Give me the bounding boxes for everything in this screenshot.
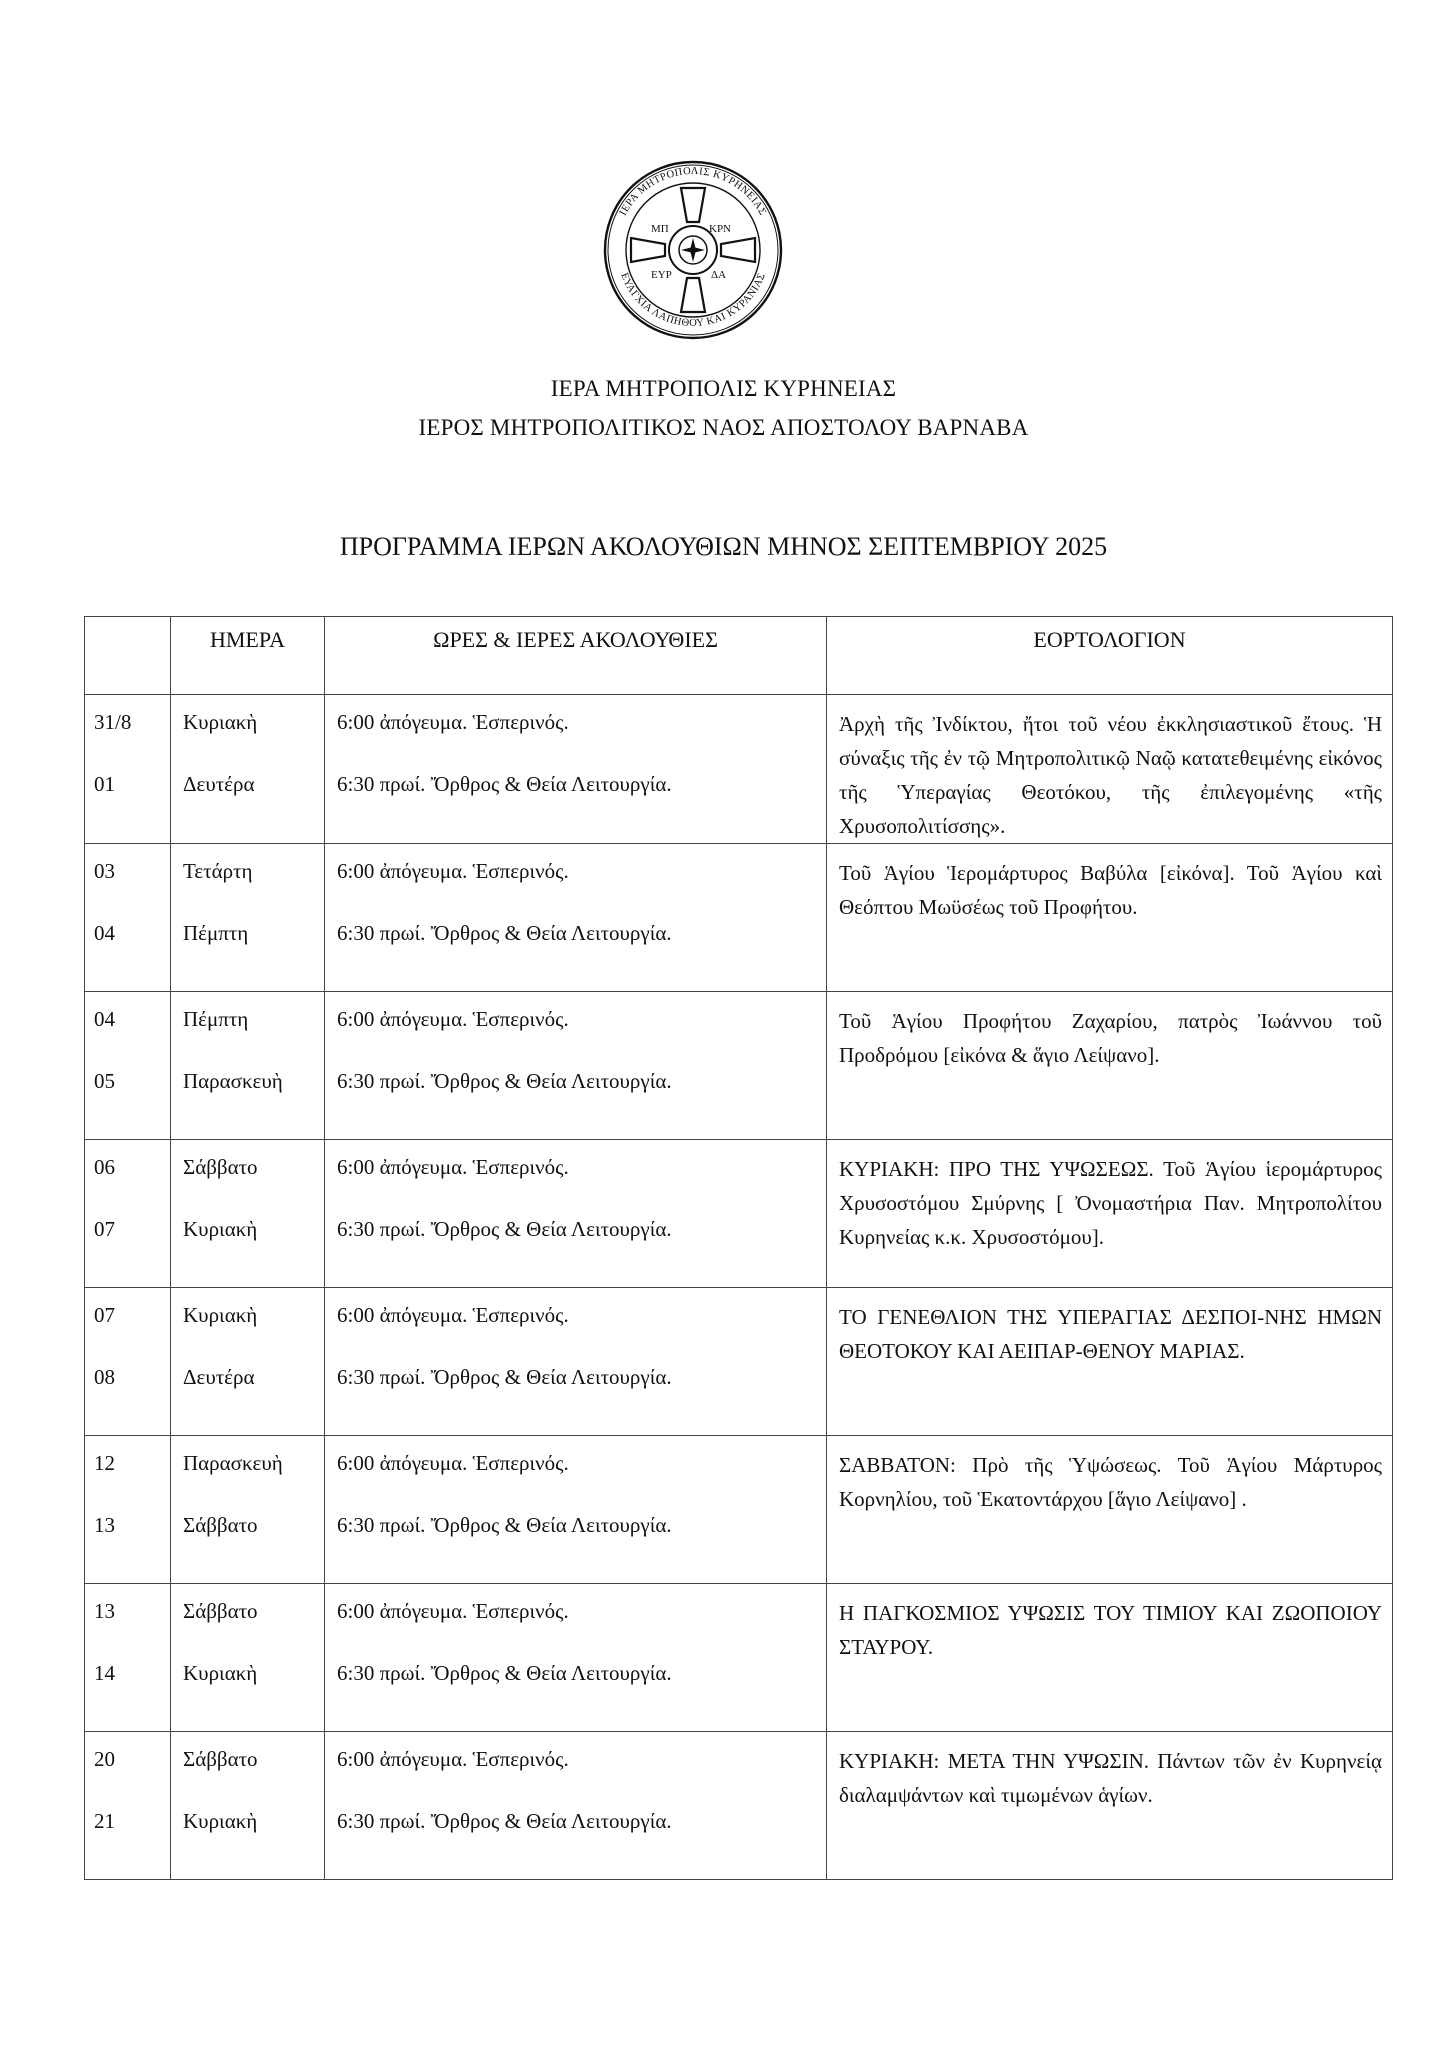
- services-cell: [325, 1140, 827, 1288]
- feast-cell-text-1: ΤΟ ΓΕΝΕΘΛΙΟΝ ΤΗΣ ΥΠΕΡΑΓΙΑΣ ΔΕΣΠΟΙ-ΝΗΣ ΗΜΩΝ ΘΕΟΤΟΚΟΥ ΚΑΙ ΑΕΙΠΑΡ-ΘΕΝΟΥ ΜΑΡΙΑΣ.: [839, 1305, 1382, 1363]
- date-cell-text-1: 04: [94, 1007, 115, 1031]
- services-schedule-table: [84, 616, 1393, 1880]
- table-row: [85, 844, 1393, 992]
- services-cell: [325, 992, 827, 1140]
- services-cell-text-2: 6:30 πρωί. Ὄρθρος & Θεία Λειτουργία.: [337, 1513, 672, 1537]
- day-cell-text-1: Σάββατο: [183, 1747, 258, 1771]
- services-cell-text-1: 6:00 ἀπόγευμα. Ἑσπερινός.: [337, 1599, 569, 1623]
- date-cell: [85, 1140, 171, 1288]
- services-cell: [325, 1436, 827, 1584]
- svg-text:ΙΕΡΑ ΜΗΤΡΟΠΟΛΙΣ ΚΥΡΗΝΕΙΑΣ: [618, 166, 768, 218]
- day-cell: [171, 1732, 325, 1880]
- day-cell-text-1: Σάββατο: [183, 1599, 258, 1623]
- day-cell-text-1: Κυριακὴ: [183, 710, 258, 734]
- services-cell: [325, 1732, 827, 1880]
- services-cell-text-2: 6:30 πρωί. Ὄρθρος & Θεία Λειτουργία.: [337, 1069, 672, 1093]
- feast-cell-text-1: ΚΥΡΙΑΚΗ: ΠΡΟ ΤΗΣ ΥΨΩΣΕΩΣ. Τοῦ Ἁγίου ἱερομάρτυρος Χρυσοστόμου Σμύρνης [ Ὀνομαστήρια Παν. Μητροπολίτου Κυρηνείας κ.κ. Χρυσοστόμου].: [839, 1157, 1382, 1249]
- services-cell-text-1: 6:00 ἀπόγευμα. Ἑσπερινός.: [337, 1303, 569, 1327]
- table-row: [85, 1140, 1393, 1288]
- services-cell-text-1: 6:00 ἀπόγευμα. Ἑσπερινός.: [337, 859, 569, 883]
- feast-cell-text-1: Η ΠΑΓΚΟΣΜΙΟΣ ΥΨΩΣΙΣ ΤΟΥ ΤΙΜΙΟΥ ΚΑΙ ΖΩΟΠΟΙΟΥ ΣΤΑΥΡΟΥ.: [839, 1601, 1382, 1659]
- services-cell: [325, 1288, 827, 1436]
- metropolis-name: ΙΕΡΑ ΜΗΤΡΟΠΟΛΙΣ ΚΥΡΗΝΕΙΑΣ: [550, 376, 897, 401]
- feast-cell: [827, 1288, 1393, 1436]
- header-day: ΗΜΕΡΑ: [171, 617, 325, 695]
- services-cell-text-1: 6:00 ἀπόγευμα. Ἑσπερινός.: [337, 1451, 569, 1475]
- day-cell-text-1: Τετάρτη: [183, 859, 253, 883]
- services-cell-text-2: 6:30 πρωί. Ὄρθρος & Θεία Λειτουργία.: [337, 772, 672, 796]
- table-row: [85, 1732, 1393, 1880]
- services-cell-text-1: 6:00 ἀπόγευμα. Ἑσπερινός.: [337, 1747, 569, 1771]
- date-cell-text-1: 07: [94, 1303, 115, 1327]
- day-cell-text-1: Σάββατο: [183, 1155, 258, 1179]
- services-cell-text-2: 6:30 πρωί. Ὄρθρος & Θεία Λειτουργία.: [337, 1809, 672, 1833]
- day-cell-text-1: Κυριακὴ: [183, 1303, 258, 1327]
- day-cell-text-2: Κυριακὴ: [183, 1661, 258, 1685]
- feast-cell: [827, 844, 1393, 992]
- day-cell-text-1: Πέμπτη: [183, 1007, 249, 1031]
- svg-text:ΕΥΡ: ΕΥΡ: [651, 269, 672, 281]
- day-cell: [171, 844, 325, 992]
- seal-inner-text: ΕΥΑΓΧΙΑ ΛΑΠΗΘΟΥ ΚΑΙ ΚΥΡΑΝΙΑΣ: [618, 271, 768, 330]
- table-row: [85, 1584, 1393, 1732]
- feast-cell-text-1: Τοῦ Ἁγίου Ἱερομάρτυρος Βαβύλα [εἰκόνα]. Τοῦ Ἁγίου καὶ Θεόπτου Μωϋσέως τοῦ Προφήτου.: [839, 861, 1382, 919]
- date-cell: [85, 1584, 171, 1732]
- cathedral-name: ΙΕΡΟΣ ΜΗΤΡΟΠΟΛΙΤΙΚΟΣ ΝΑΟΣ ΑΠΟΣΤΟΛΟΥ ΒΑΡΝΑΒΑ: [418, 415, 1029, 440]
- table-header-row: [85, 617, 1393, 695]
- day-cell-text-2: Δευτέρα: [183, 772, 255, 796]
- day-cell-text-2: Κυριακὴ: [183, 1809, 258, 1833]
- feast-cell: [827, 992, 1393, 1140]
- date-cell-text-2: 07: [94, 1217, 115, 1241]
- date-cell-text-2: 21: [94, 1809, 115, 1833]
- feast-cell: [827, 1732, 1393, 1880]
- day-cell: [171, 992, 325, 1140]
- date-cell: [85, 1732, 171, 1880]
- day-cell-text-2: Σάββατο: [183, 1513, 258, 1537]
- metropolis-seal-logo: [603, 160, 783, 340]
- date-cell-text-2: 04: [94, 921, 115, 945]
- header-date: [85, 617, 171, 695]
- svg-text:ΔΑ: ΔΑ: [711, 269, 727, 281]
- table-row: [85, 1288, 1393, 1436]
- date-cell: [85, 992, 171, 1140]
- day-cell: [171, 1436, 325, 1584]
- date-cell: [85, 1436, 171, 1584]
- feast-cell: [827, 1584, 1393, 1732]
- table-row: [85, 1436, 1393, 1584]
- feast-cell: [827, 1140, 1393, 1288]
- date-cell-text-2: 08: [94, 1365, 115, 1389]
- services-cell-text-2: 6:30 πρωί. Ὄρθρος & Θεία Λειτουργία.: [337, 1217, 672, 1241]
- page-title: ΠΡΟΓΡΑΜΜΑ ΙΕΡΩΝ ΑΚΟΛΟΥΘΙΩΝ ΜΗΝΟΣ ΣΕΠΤΕΜΒΡΙΟΥ 2025: [339, 532, 1108, 561]
- feast-cell-text-1: ΚΥΡΙΑΚΗ: ΜΕΤΑ ΤΗΝ ΥΨΩΣΙΝ. Πάντων τῶν ἐν Κυρηνείᾳ διαλαμψάντων καὶ τιμωμένων ἁγίων.: [839, 1749, 1382, 1807]
- feast-cell: [827, 1436, 1393, 1584]
- date-cell-text-1: 06: [94, 1155, 115, 1179]
- date-cell: [85, 844, 171, 992]
- date-cell-text-1: 13: [94, 1599, 115, 1623]
- feast-cell-text-1: ΣΑΒΒΑΤΟΝ: Πρὸ τῆς Ὑψώσεως. Τοῦ Ἁγίου Μάρτυρος Κορνηλίου, τοῦ Ἑκατοντάρχου [ἅγιο Λείψανο] .: [839, 1453, 1382, 1511]
- services-cell-text-2: 6:30 πρωί. Ὄρθρος & Θεία Λειτουργία.: [337, 921, 672, 945]
- date-cell-text-2: 01: [94, 772, 115, 796]
- services-cell: [325, 1584, 827, 1732]
- services-cell-text-1: 6:00 ἀπόγευμα. Ἑσπερινός.: [337, 710, 569, 734]
- date-cell-text-2: 14: [94, 1661, 115, 1685]
- services-cell: [325, 844, 827, 992]
- header-feast: ΕΟΡΤΟΛΟΓΙΟΝ: [827, 617, 1393, 695]
- services-cell-text-1: 6:00 ἀπόγευμα. Ἑσπερινός.: [337, 1007, 569, 1031]
- day-cell: [171, 695, 325, 844]
- date-cell-text-2: 13: [94, 1513, 115, 1537]
- day-cell-text-2: Πέμπτη: [183, 921, 249, 945]
- table-row: [85, 695, 1393, 844]
- svg-text:ΜΠ: ΜΠ: [651, 223, 669, 235]
- day-cell: [171, 1288, 325, 1436]
- date-cell: [85, 695, 171, 844]
- table-row: [85, 992, 1393, 1140]
- day-cell-text-2: Παρασκευὴ: [183, 1069, 283, 1093]
- services-cell-text-2: 6:30 πρωί. Ὄρθρος & Θεία Λειτουργία.: [337, 1365, 672, 1389]
- svg-text:ΚΡΝ: ΚΡΝ: [709, 223, 732, 235]
- day-cell: [171, 1584, 325, 1732]
- day-cell-text-2: Κυριακὴ: [183, 1217, 258, 1241]
- services-cell: [325, 695, 827, 844]
- feast-cell-text-1: Ἀρχὴ τῆς Ἰνδίκτου, ἤτοι τοῦ νέου ἐκκλησιαστικοῦ ἔτους. Ἡ σύναξις τῆς ἐν τῷ Μητροπολιτικῷ Ναῷ κατατεθειμένης εἰκόνος τῆς Ὑπεραγίας Θεοτόκου, τῆς ἐπιλεγομένης «τῆς Χρυσοπολιτίσσης».: [839, 712, 1382, 838]
- date-cell-text-1: 20: [94, 1747, 115, 1771]
- day-cell: [171, 1140, 325, 1288]
- services-cell-text-1: 6:00 ἀπόγευμα. Ἑσπερινός.: [337, 1155, 569, 1179]
- date-cell-text-2: 05: [94, 1069, 115, 1093]
- seal-outer-text: ΙΕΡΑ ΜΗΤΡΟΠΟΛΙΣ ΚΥΡΗΝΕΙΑΣ: [617, 165, 769, 218]
- feast-cell: [827, 695, 1393, 844]
- date-cell: [85, 1288, 171, 1436]
- day-cell-text-2: Δευτέρα: [183, 1365, 255, 1389]
- feast-cell-text-1: Τοῦ Ἁγίου Προφήτου Ζαχαρίου, πατρὸς Ἰωάννου τοῦ Προδρόμου [εἰκόνα & ἅγιο Λείψανο].: [839, 1009, 1382, 1067]
- date-cell-text-1: 03: [94, 859, 115, 883]
- date-cell-text-1: 31/8: [94, 710, 132, 734]
- header-services: ΩΡΕΣ & ΙΕΡΕΣ ΑΚΟΛΟΥΘΙΕΣ: [325, 617, 827, 695]
- day-cell-text-1: Παρασκευὴ: [183, 1451, 283, 1475]
- date-cell-text-1: 12: [94, 1451, 115, 1475]
- services-cell-text-2: 6:30 πρωί. Ὄρθρος & Θεία Λειτουργία.: [337, 1661, 672, 1685]
